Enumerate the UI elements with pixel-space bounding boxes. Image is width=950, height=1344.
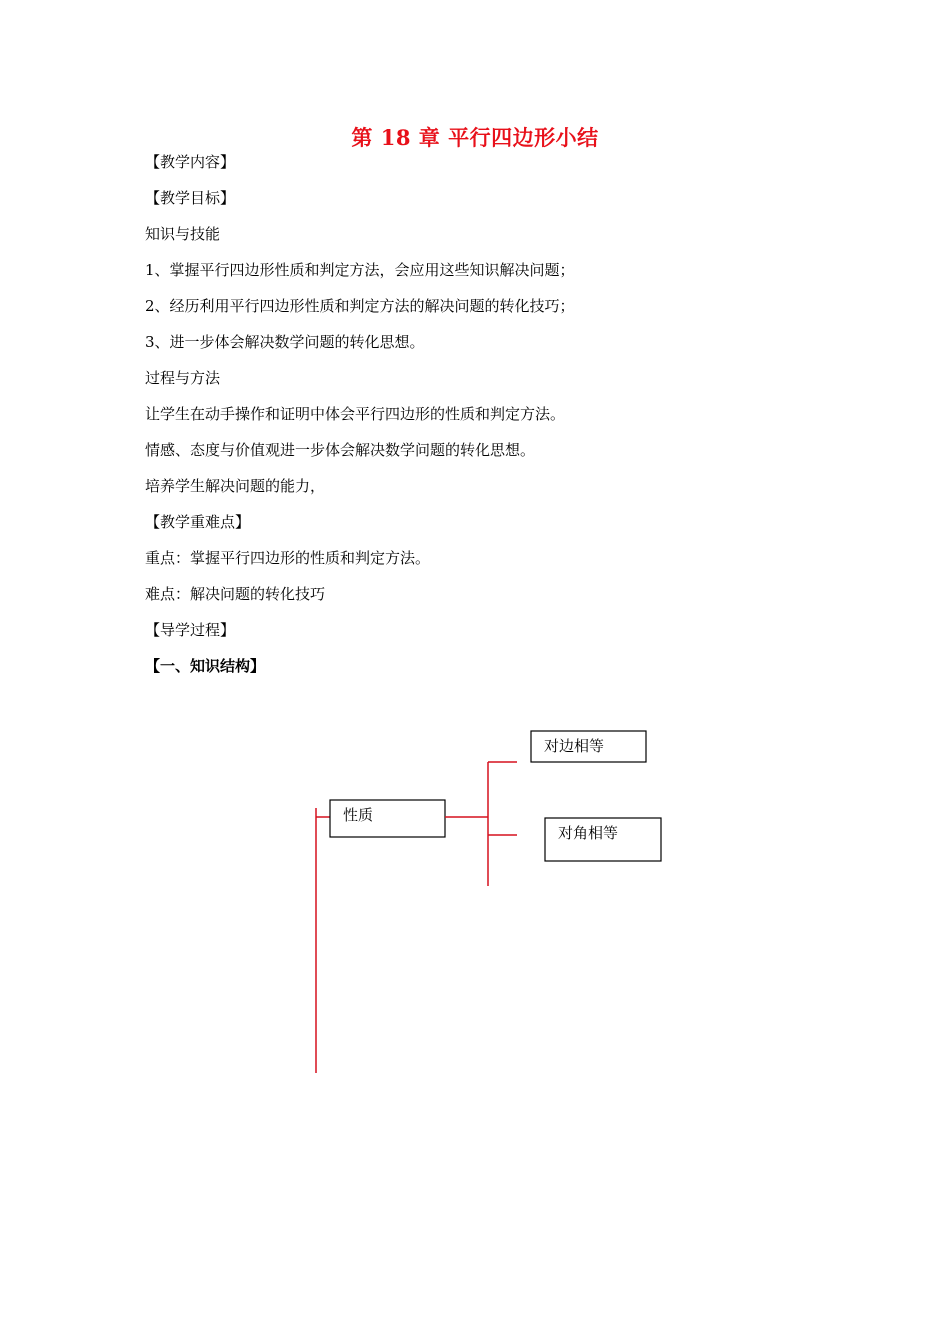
goal-item-2: 2、经历利用平行四边形性质和判定方法的解决问题的转化技巧； [145,297,575,315]
paragraph-attitude: 情感、态度与价值观进一步体会解决数学问题的转化思想。 [145,441,536,459]
key-point-text: 重点：掌握平行四边形的性质和判定方法。 [145,549,431,567]
section-heading-key-points: 【教学重难点】 [145,513,251,531]
goal-item-1: 1、掌握平行四边形性质和判定方法，会应用这些知识解决问题； [145,261,575,279]
page-title: 第 18 章 平行四边形小结 [351,125,599,150]
goal-item-3: 3、进一步体会解决数学问题的转化思想。 [145,333,425,351]
subheading-knowledge-skills: 知识与技能 [145,225,221,243]
node-label-child-1: 对边相等 [544,737,605,755]
node-label-root: 性质 [343,806,374,824]
section-heading-knowledge-structure: 【一、知识结构】 [145,657,266,675]
paragraph-ability: 培养学生解决问题的能力， [145,477,326,495]
difficult-point-text: 难点：解决问题的转化技巧 [145,585,326,603]
section-heading-teaching-goals: 【教学目标】 [145,189,236,207]
subheading-process-method: 过程与方法 [145,369,221,387]
section-heading-teaching-content: 【教学内容】 [145,153,236,171]
paragraph-process: 让学生在动手操作和证明中体会平行四边形的性质和判定方法。 [145,405,566,423]
node-label-child-2: 对角相等 [558,824,619,842]
section-heading-guided-process: 【导学过程】 [145,621,236,639]
